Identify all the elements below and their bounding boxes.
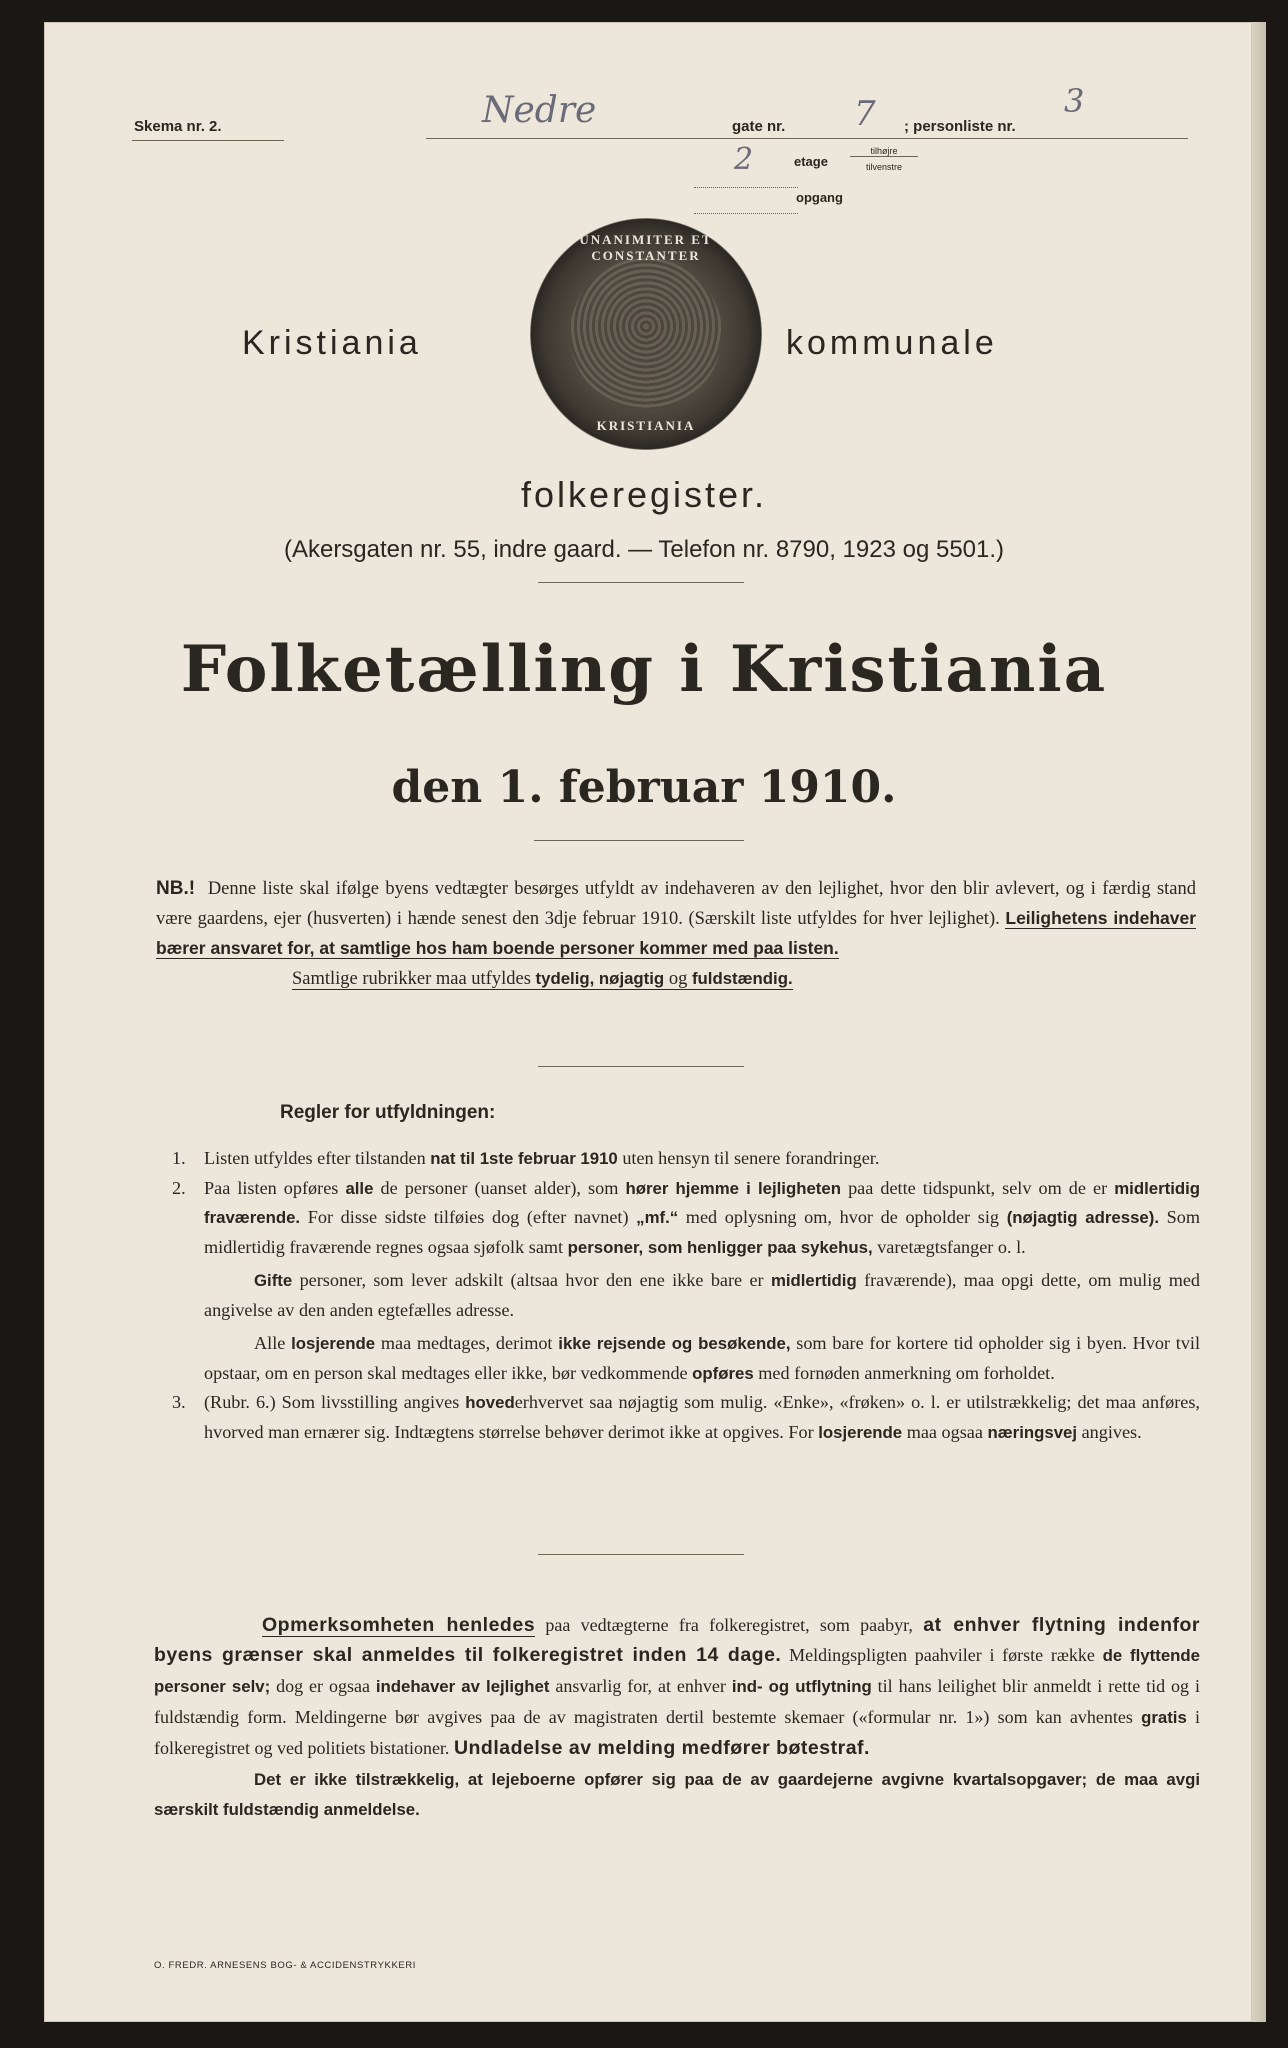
nb-line2-mid: og bbox=[668, 969, 688, 989]
personliste-number-handwritten: 3 bbox=[1064, 82, 1085, 120]
header-underline bbox=[426, 138, 1188, 139]
rule-2-para-2 bbox=[204, 1266, 1200, 1325]
rule-2-a: Paa listen opføres bbox=[204, 1177, 339, 1198]
notice-a: Opmerksomheten henledes bbox=[262, 1614, 536, 1636]
notice-g: indehaver av lejlighet bbox=[375, 1677, 550, 1696]
nb-text: Denne liste skal ifølge byens vedtægter besørges utfyldt av indehaveren av den lejlighet, hvor den blir avlevert, og i færdig stand være gaardens, ejer (husverten) i hænde senest den 3dje februar 1910. (Særskilt liste utfyldes for hver lejlighet). bbox=[156, 879, 1196, 929]
notice-m: Undladelse av melding medfører bøtestraf. bbox=[453, 1737, 870, 1759]
rule-2-j: (nøjagtig adresse). bbox=[1006, 1208, 1159, 1227]
seal-bottom-text: KRISTIANIA bbox=[596, 418, 696, 433]
rule-3-e: maa ogsaa bbox=[906, 1421, 983, 1442]
masthead-left: Kristiania bbox=[242, 324, 422, 362]
notice-h: ansvarlig for, at enhver bbox=[555, 1676, 726, 1696]
etage-label: etage bbox=[794, 154, 828, 169]
rule-2p2-d: fraværende), maa opgi dette, om mulig med angivelse av den anden egtefælles adresse. bbox=[204, 1270, 1201, 1320]
notice-e: de flyttende personer selv; bbox=[154, 1646, 1200, 1696]
rule-3-d: losjerende bbox=[818, 1422, 903, 1442]
rule-1-a: Listen utfyldes efter tilstanden bbox=[204, 1148, 426, 1168]
divider-2 bbox=[534, 840, 744, 841]
seal-figure bbox=[570, 258, 722, 410]
rule-2-d: hører hjemme i lejligheten bbox=[625, 1178, 841, 1198]
schema-label: Skema nr. 2. bbox=[134, 118, 222, 135]
gate-label: gate nr. bbox=[732, 118, 786, 135]
nb-line2-b2: fuldstændig. bbox=[691, 969, 793, 988]
rule-2-c: de personer (uanset alder), som bbox=[380, 1177, 619, 1198]
divider-3 bbox=[538, 1066, 744, 1067]
printer-imprint: O. FREDR. ARNESENS BOG- & ACCIDENSTRYKKERI bbox=[154, 1960, 417, 1971]
rule-1-b: nat til 1ste februar 1910 bbox=[430, 1149, 618, 1168]
rule-2p2-b: personer, som lever adskilt (altsaa hvor den ene ikke bare er bbox=[299, 1270, 764, 1290]
notice-l: i folkeregistret og ved politiets bistationer. bbox=[154, 1707, 1201, 1758]
rule-3-number: 3. bbox=[172, 1392, 186, 1412]
divider-4 bbox=[538, 1554, 744, 1555]
tilvenstre-label: tilvenstre bbox=[865, 162, 902, 172]
personliste-label: ; personliste nr. bbox=[904, 118, 1016, 135]
divider-1 bbox=[538, 582, 744, 583]
masthead-sub: folkeregister. bbox=[520, 474, 768, 515]
nb-line2-pre: Samtlige rubrikker maa utfyldes bbox=[292, 969, 531, 989]
rule-2-g: For disse sidste tilføies dog (efter navnet) bbox=[307, 1207, 629, 1227]
rules-heading: Regler for utfyldningen: bbox=[280, 1102, 496, 1123]
moving-notice bbox=[154, 1610, 1200, 1825]
rule-2p3-f: opføres bbox=[692, 1363, 754, 1383]
rule-3 bbox=[168, 1388, 1200, 1447]
nb-line2-b1: tydelig, nøjagtig bbox=[535, 969, 665, 988]
rule-2p2-c: midlertidig bbox=[770, 1271, 857, 1290]
rule-2-h: „mf.“ bbox=[636, 1208, 679, 1227]
rule-3-a: (Rubr. 6.) Som livsstilling angives bbox=[204, 1392, 460, 1412]
seal-top-text: UNANIMITER ET CONSTANTER bbox=[579, 232, 713, 263]
schema-underline bbox=[132, 140, 284, 141]
rule-3-c: erhvervet saa nøjagtig som mulig. «Enke», «frøken» o. l. er utilstrækkelig; det maa anføres, hvorved man ernærer sig. Indtægtens størrelse behøver derimot ikke at opgives. For bbox=[204, 1392, 1200, 1442]
rule-1-c: uten hensyn til senere forandringer. bbox=[622, 1148, 880, 1168]
rule-2p3-c: maa medtages, derimot bbox=[380, 1333, 553, 1353]
nb-notice bbox=[156, 874, 1196, 994]
page-edge bbox=[1252, 22, 1266, 2022]
city-seal-emblem bbox=[530, 218, 762, 450]
notice-b: paa vedtægterne fra folkeregistret, som paabyr, bbox=[545, 1615, 913, 1635]
rule-3-f: næringsvej bbox=[987, 1422, 1078, 1442]
rule-1-number: 1. bbox=[172, 1148, 186, 1168]
census-date: den 1. februar 1910. bbox=[391, 762, 897, 813]
opgang-field bbox=[694, 200, 798, 214]
census-form-page bbox=[44, 22, 1252, 2022]
rule-2-b: alle bbox=[345, 1178, 374, 1198]
rule-3-g: angives. bbox=[1081, 1421, 1142, 1442]
gate-number-handwritten: 7 bbox=[854, 94, 876, 134]
rule-2p3-b: losjerende bbox=[291, 1334, 376, 1353]
nb-line-2-text bbox=[292, 969, 793, 990]
etage-handwritten: 2 bbox=[734, 142, 754, 177]
opgang-label: opgang bbox=[796, 190, 843, 205]
rule-3-b: hoved bbox=[465, 1393, 515, 1412]
rule-2p3-d: ikke rejsende og besøkende, bbox=[558, 1334, 791, 1353]
rule-2-f: midlertidig fraværende. bbox=[204, 1178, 1201, 1227]
rule-2-l: personer, som henligger paa sykehus, bbox=[567, 1237, 873, 1257]
rule-2p3-e: som bare for kortere tid opholder sig i byen. Hvor tvil opstaar, om en person skal medtages eller ikke, bør vedkommende bbox=[204, 1333, 1201, 1383]
office-address: (Akersgaten nr. 55, indre gaard. — Telefon nr. 8790, 1923 og 5501.) bbox=[283, 536, 1005, 563]
masthead-right: kommunale bbox=[786, 324, 998, 362]
rule-2-i: med oplysning om, hvor de opholder sig bbox=[685, 1207, 1000, 1227]
notice-d: Meldingspligten paahviler i første række bbox=[789, 1645, 1095, 1665]
form-title: Folketælling i Kristiania bbox=[180, 632, 1108, 707]
notice-j: til hans leilighet blir anmeldt i rette tid og i fuldstændig form. Meldingerne bør avgives paa de av magistraten dertil bestemte skemaer («formular nr. 1») som kan avhentes bbox=[154, 1676, 1200, 1727]
rule-2-e: paa dette tidspunkt, selv om de er bbox=[848, 1177, 1108, 1198]
notice-c: at enhver flytning indenfor byens grænser skal anmeldes til folkeregistret inden 14 dage. bbox=[154, 1614, 1201, 1666]
tilhojre-label: tilhøjre bbox=[850, 146, 918, 157]
rule-2-number: 2. bbox=[172, 1177, 186, 1198]
notice-k: gratis bbox=[1141, 1708, 1187, 1727]
rule-2p2-a: Gifte bbox=[254, 1271, 293, 1290]
street-handwritten: Nedre bbox=[482, 90, 597, 131]
rule-2-m: varetægtsfanger o. l. bbox=[877, 1236, 1026, 1257]
rules-list bbox=[168, 1144, 1200, 1447]
rule-2-para-3 bbox=[204, 1329, 1200, 1388]
nb-responsibility: Leilighetens indehaver bærer ansvaret for, at samtlige hos ham boende personer kommer med paa listen. bbox=[156, 908, 1197, 958]
rule-2p3-a: Alle bbox=[254, 1333, 286, 1353]
notice-i: ind- og utflytning bbox=[731, 1677, 872, 1696]
notice-n: Det er ikke tilstrækkelig, at lejeboerne opfører sig paa de av gaardejerne avgivne kvartalsopgaver; de maa avgi særskilt fuldstændig anmeldelse. bbox=[154, 1770, 1200, 1819]
notice-f: dog er ogsaa bbox=[276, 1676, 370, 1696]
rule-2p3-g: med fornøden anmerkning om forholdet. bbox=[758, 1362, 1055, 1383]
rule-2 bbox=[168, 1174, 1200, 1389]
rule-2-k: Som midlertidig fraværende regnes ogsaa sjøfolk samt bbox=[204, 1207, 1201, 1257]
nb-label: NB.! bbox=[156, 878, 196, 899]
nb-line-2 bbox=[156, 964, 1196, 994]
rule-1 bbox=[168, 1144, 1200, 1174]
